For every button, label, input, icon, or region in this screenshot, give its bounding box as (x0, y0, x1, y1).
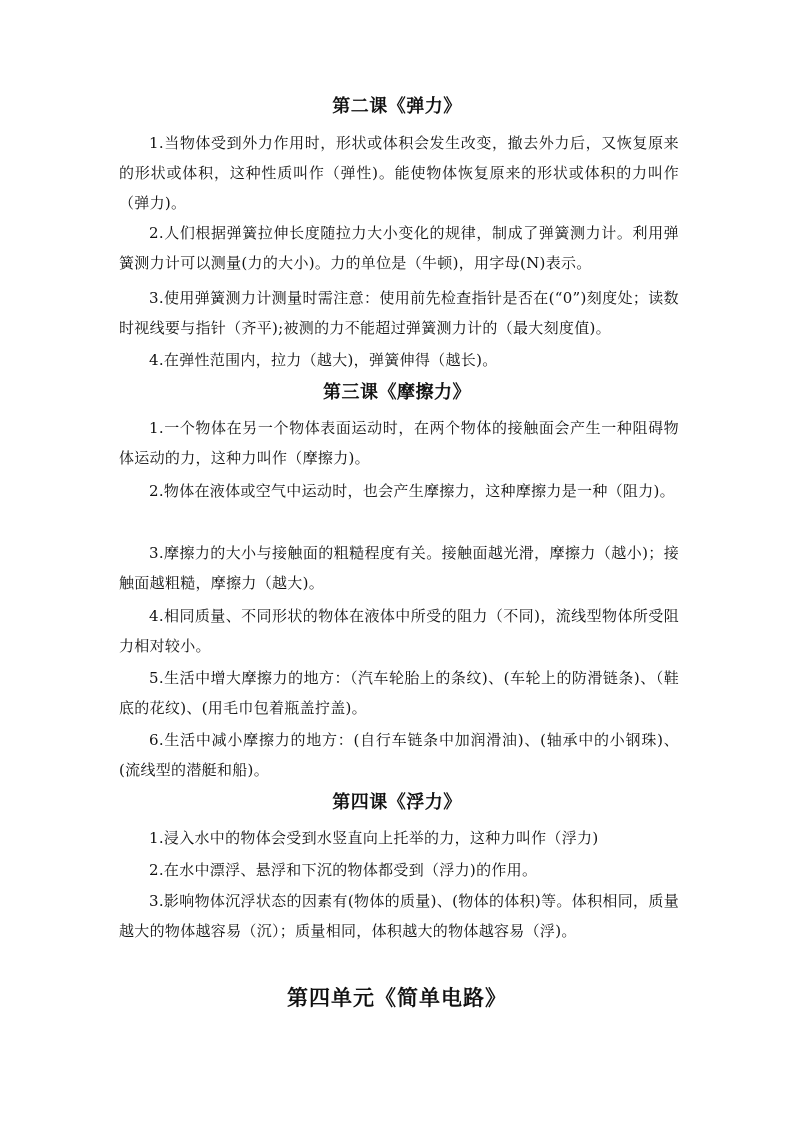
lesson-4-item-1: 1.浸入水中的物体会受到水竖直向上托举的力，这种力叫作（浮力) (149, 829, 599, 847)
lesson-3-item-3: 3.摩擦力的大小与接触面的粗糙程度有关。接触面越光滑，摩擦力（越小)；接触面越粗糙，摩擦力（越大)。 (119, 544, 679, 592)
lesson-2-title: 第二课《弹力》 (332, 96, 462, 117)
lesson-4-item-2: 2.在水中漂浮、悬浮和下沉的物体都受到（浮力)的作用。 (149, 861, 538, 879)
lesson-3-item-4: 4.相同质量、不同形状的物体在液体中所受的阻力（不同)，流线型物体所受阻力相对较小。 (119, 607, 679, 655)
lesson-2-item-4: 4.在弹性范围内，拉力（越大)，弹簧伸得（越长)。 (149, 351, 498, 369)
lesson-3-title: 第三课《摩擦力》 (323, 382, 471, 403)
lesson-3-item-6: 6.生活中减小摩擦力的地方：(自行车链条中加润滑油)、(轴承中的小钢珠)、(流线型的潜艇和船)。 (119, 731, 679, 779)
lesson-4-title: 第四课《浮力》 (332, 792, 462, 813)
lesson-3-item-1: 1.一个物体在另一个物体表面运动时，在两个物体的接触面会产生一种阻碍物体运动的力，这种力叫作（摩擦力)。 (119, 419, 679, 467)
lesson-4-item-3: 3.影响物体沉浮状态的因素有(物体的质量)、(物体的体积)等。体积相同，质量越大的物体越容易（沉）；质量相同，体积越大的物体越容易（浮)。 (119, 892, 679, 940)
unit-4-title: 第四单元《简单电路》 (287, 986, 507, 1010)
lesson-3-item-5: 5.生活中增大摩擦力的地方：（汽车轮胎上的条纹)、(车轮上的防滑链条)、（鞋底的花纹)、(用毛巾包着瓶盖拧盖)。 (119, 669, 679, 717)
lesson-2-item-2: 2.人们根据弹簧拉伸长度随拉力大小变化的规律，制成了弹簧测力计。利用弹簧测力计可以测量(力的大小)。力的单位是（牛顿)，用字母(N)表示。 (119, 224, 679, 272)
lesson-2-item-3: 3.使用弹簧测力计测量时需注意：使用前先检查指针是否在(“0”)刻度处；读数时视线要与指针（齐平);被测的力不能超过弹簧测力计的（最大刻度值)。 (119, 289, 679, 337)
lesson-3-item-2: 2.物体在液体或空气中运动时，也会产生摩擦力，这种摩擦力是一种（阻力)。 (149, 482, 675, 500)
lesson-2-item-1: 1.当物体受到外力作用时，形状或体积会发生改变，撤去外力后，又恢复原来的形状或体积，这种性质叫作（弹性)。能使物体恢复原来的形状或体积的力叫作（弹力)。 (119, 134, 679, 212)
